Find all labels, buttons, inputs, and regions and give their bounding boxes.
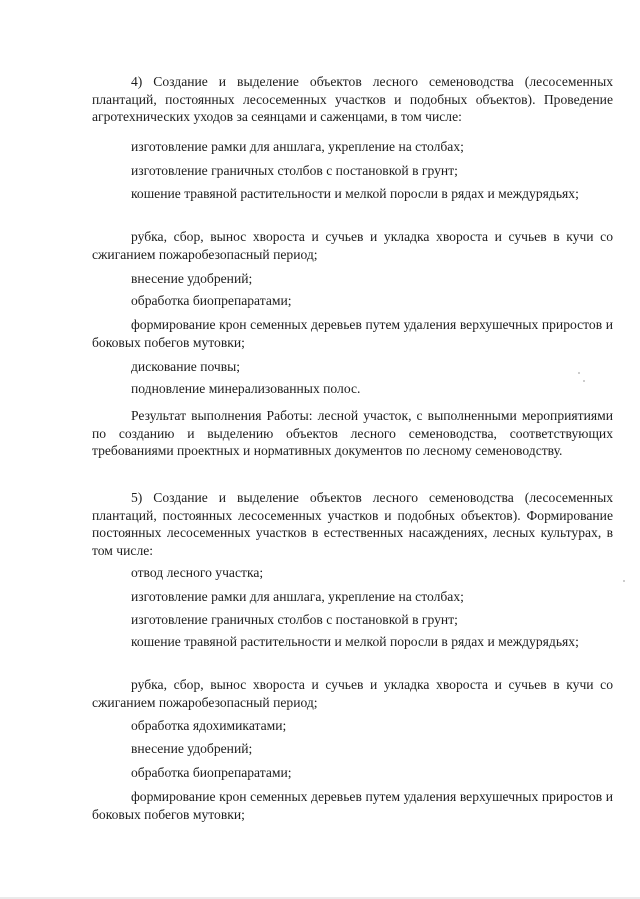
- list-item-text: подновление минерализованных полос.: [131, 381, 361, 396]
- list-item: [92, 740, 613, 758]
- list-item: [92, 380, 613, 398]
- list-item: [92, 764, 613, 782]
- list-item-text: обработка ядохимикатами;: [131, 718, 287, 733]
- list-item: [92, 633, 613, 651]
- list-item: [92, 788, 613, 823]
- list-item: [92, 588, 613, 606]
- list-item: [92, 316, 613, 351]
- list-item: [92, 676, 613, 711]
- list-item-text: рубка, сбор, вынос хвороста и сучьев и укладка хвороста и сучьев в кучи со сжиганием пожаробезопасный период;: [92, 229, 613, 262]
- paragraph-5-intro: [92, 489, 613, 559]
- list-item-text: кошение травяной растительности и мелкой поросли в рядах и междурядьях;: [131, 186, 579, 201]
- scan-speck: [583, 380, 585, 382]
- paragraph-4-intro: [92, 73, 613, 126]
- list-item-text: дискование почвы;: [131, 359, 241, 374]
- list-item-text: формирование крон семенных деревьев путем удаления верхушечных приростов и боковых побегов мутовки;: [92, 317, 613, 350]
- list-item-text: изготовление рамки для аншлага, укрепление на столбах;: [131, 589, 464, 604]
- list-item-text: обработка биопрепаратами;: [131, 765, 292, 780]
- list-item: [92, 228, 613, 263]
- result-paragraph: [92, 407, 613, 460]
- list-item-text: внесение удобрений;: [131, 271, 253, 286]
- list-item: [92, 270, 613, 288]
- list-item-text: внесение удобрений;: [131, 741, 253, 756]
- list-item-text: изготовление рамки для аншлага, укрепление на столбах;: [131, 139, 464, 154]
- list-item: [92, 292, 613, 310]
- list-item-text: изготовление граничных столбов с постановкой в грунт;: [131, 612, 458, 627]
- list-item: [92, 611, 613, 629]
- paragraph-text: 5) Создание и выделение объектов лесного семеноводства (лесосеменных плантаций, постоянных лесосеменных участков и подобных объектов). Формирование постоянных лесосеменных участков в естественных насаждениях, лесных культурах, в том числе:: [92, 490, 613, 558]
- paragraph-text: Результат выполнения Работы: лесной участок, с выполненными мероприятиями по созданию и выделению объектов лесного семеноводства, соответствующих требованиями проектных и нормативных документов по лесному семеноводству.: [92, 408, 613, 458]
- paragraph-text: 4) Создание и выделение объектов лесного семеноводства (лесосеменных плантаций, постоянных лесосеменных участков и подобных объектов). Проведение агротехнических уходов за сеянцами и саженцами, в том числе:: [92, 74, 613, 124]
- list-item: [92, 717, 613, 735]
- list-item-text: формирование крон семенных деревьев путем удаления верхушечных приростов и боковых побегов мутовки;: [92, 789, 613, 822]
- list-item: [92, 358, 613, 376]
- list-item: [92, 162, 613, 180]
- scan-speck: [623, 580, 625, 582]
- list-item: [92, 138, 613, 156]
- list-item: [92, 185, 613, 203]
- list-item: [92, 564, 613, 582]
- list-item-text: отвод лесного участка;: [131, 565, 264, 580]
- list-item-text: обработка биопрепаратами;: [131, 293, 292, 308]
- scan-speck: [578, 372, 580, 374]
- list-item-text: кошение травяной растительности и мелкой поросли в рядах и междурядьях;: [131, 634, 579, 649]
- list-item-text: изготовление граничных столбов с постановкой в грунт;: [131, 163, 458, 178]
- list-item-text: рубка, сбор, вынос хвороста и сучьев и укладка хвороста и сучьев в кучи со сжиганием пожаробезопасный период;: [92, 677, 613, 710]
